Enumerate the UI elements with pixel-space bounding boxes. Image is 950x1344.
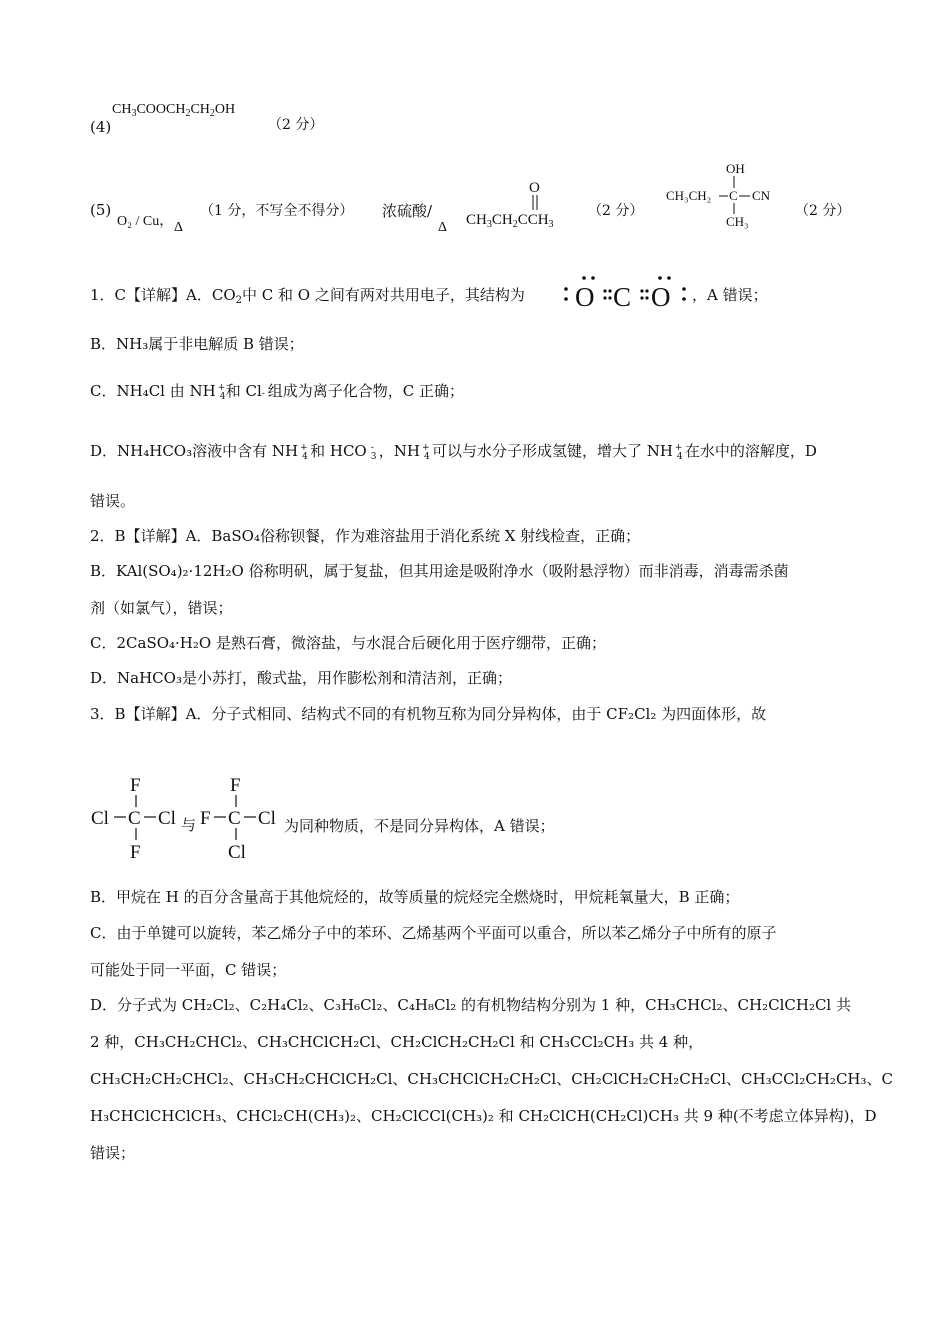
q3-d1: D．分子式为 CH₂Cl₂、C₂H₄Cl₂、C₃H₆Cl₂、C₄H₈Cl₂ 的有机物结构分别为 1 种，CH₃CHCl₂、CH₂ClCH₂Cl 共 <box>90 996 851 1014</box>
s2-right: Cl <box>258 808 276 829</box>
lewis-o-left: O <box>575 282 595 312</box>
q2-a: 2．B【详解】A．BaSO₄俗称钡餐，作为难溶盐用于消化系统 X 射线检查，正确； <box>90 527 641 545</box>
structure-1 <box>91 775 176 863</box>
cf2cl2-structures <box>88 770 288 865</box>
s2-c: C <box>228 808 241 829</box>
q3-d3: CH₃CH₂CH₂CHCl₂、CH₃CH₂CHClCH₂Cl、CH₃CHClCH₂CH₂Cl、CH₂ClCH₂CH₂CH₂Cl、CH₃CCl₂CH₂CH₃、C <box>90 1070 893 1088</box>
s1-bottom: F <box>130 842 141 863</box>
q5-note: （1 分，不写全不得分） <box>200 203 354 219</box>
q5-score2: （2 分） <box>795 203 851 219</box>
ketone-o: O <box>529 180 540 196</box>
q1-line1-end: ，A 错误； <box>692 286 768 304</box>
s1-left: Cl <box>91 808 109 829</box>
q1-d: D．NH₄HCO₃溶液中含有 NH + 4 和 HCO - 3 ，NH + 4 可以与水分子形成氢键，增大了 NH + 4 在水中的溶解度，D <box>90 442 817 462</box>
q4-label: (4) <box>90 118 112 136</box>
s2-top: F <box>230 775 241 796</box>
lewis-o-right: O <box>651 282 671 312</box>
cyanohydrin-structure <box>664 158 784 234</box>
q3-d4: H₃CHClCHClCH₃、CHCl₂CH(CH₃)₂、CH₂ClCCl(CH₃)₂ 和 CH₂ClCH(CH₂Cl)CH₃ 共 9 种(不考虑立体异构)，D <box>90 1107 877 1125</box>
s1-c: C <box>128 808 141 829</box>
ketone-structure <box>462 172 582 234</box>
q4-formula: $CH_3COOCH_2CH_2OH$ <box>112 102 236 119</box>
structure-2 <box>200 775 276 863</box>
s1-top: F <box>130 775 141 796</box>
q3-d5: 错误； <box>90 1144 136 1162</box>
q3-a: 3．B【详解】A．分子式相同、结构式不同的有机物互称为同分异构体，由于 CF₂Cl₂ 为四面体形，故 <box>90 705 767 723</box>
q1-line1: 1．C【详解】A．$CO_2$中 C 和 O 之间有两对共用电子，其结构为 <box>90 286 525 306</box>
q3-b: B．甲烷在 H 的百分含量高于其他烷烃的，故等质量的烷烃完全燃烧时，甲烷耗氧量大，B 正确； <box>90 888 740 906</box>
co2-lewis-structure <box>560 272 690 314</box>
q5-score1: （2 分） <box>588 203 644 219</box>
q1-b: B．NH₃属于非电解质 B 错误； <box>90 335 304 353</box>
q5-acid-heat: Δ <box>438 220 448 235</box>
q3-d2: 2 种，CH₃CH₂CHCl₂、CH₃CHClCH₂Cl、CH₂ClCH₂CH₂Cl 和 CH₃CCl₂CH₃ 共 4 种， <box>90 1033 704 1051</box>
cyano-left: CH₃CH₂ <box>666 188 712 203</box>
q1-c: C．NH₄Cl 由 NH + 4 和 Cl - 组成为离子化合物，C 正确； <box>90 382 465 402</box>
q5-heat: Δ <box>174 220 184 235</box>
q2-c: C．2CaSO₄·H₂O 是熟石膏，微溶盐，与水混合后硬化用于医疗绷带，正确； <box>90 634 606 652</box>
q3-a-cont: 为同种物质，不是同分异构体，A 错误； <box>284 817 555 835</box>
q5-reagent: O₂ / Cu， <box>117 214 174 229</box>
s2-left: F <box>200 808 211 829</box>
q2-d: D．NaHCO₃是小苏打，酸式盐，用作膨松剂和清洁剂，正确； <box>90 669 512 687</box>
s1-right: Cl <box>158 808 176 829</box>
cyano-cn: CN <box>752 188 771 203</box>
cyano-c: C <box>729 188 738 203</box>
q2-b2: 剂（如氯气），错误； <box>90 599 233 617</box>
q2-b: B．KAl(SO₄)₂·12H₂O 俗称明矾，属于复盐，但其用途是吸附净水（吸附悬浮物）而非消毒，消毒需杀菌 <box>90 562 789 580</box>
q5-acid: 浓硫酸/ <box>382 202 433 220</box>
q5-label: (5) <box>90 201 112 219</box>
q3-c: C．由于单键可以旋转，苯乙烯分子中的苯环、乙烯基两个平面可以重合，所以苯乙烯分子中所有的原子 <box>90 924 777 942</box>
q4-score: （2 分） <box>268 117 324 133</box>
cyano-oh: OH <box>726 161 745 176</box>
ketone-formula: $CH_3CH_2CCH_3$ <box>466 212 554 230</box>
s2-bottom: Cl <box>228 842 246 863</box>
q3-c2: 可能处于同一平面，C 错误； <box>90 961 287 979</box>
q1-d-end: 错误。 <box>90 492 136 510</box>
cyano-ch3: CH₃ <box>726 214 749 229</box>
lewis-c: C <box>613 282 632 312</box>
yu-text: 与 <box>181 818 197 834</box>
